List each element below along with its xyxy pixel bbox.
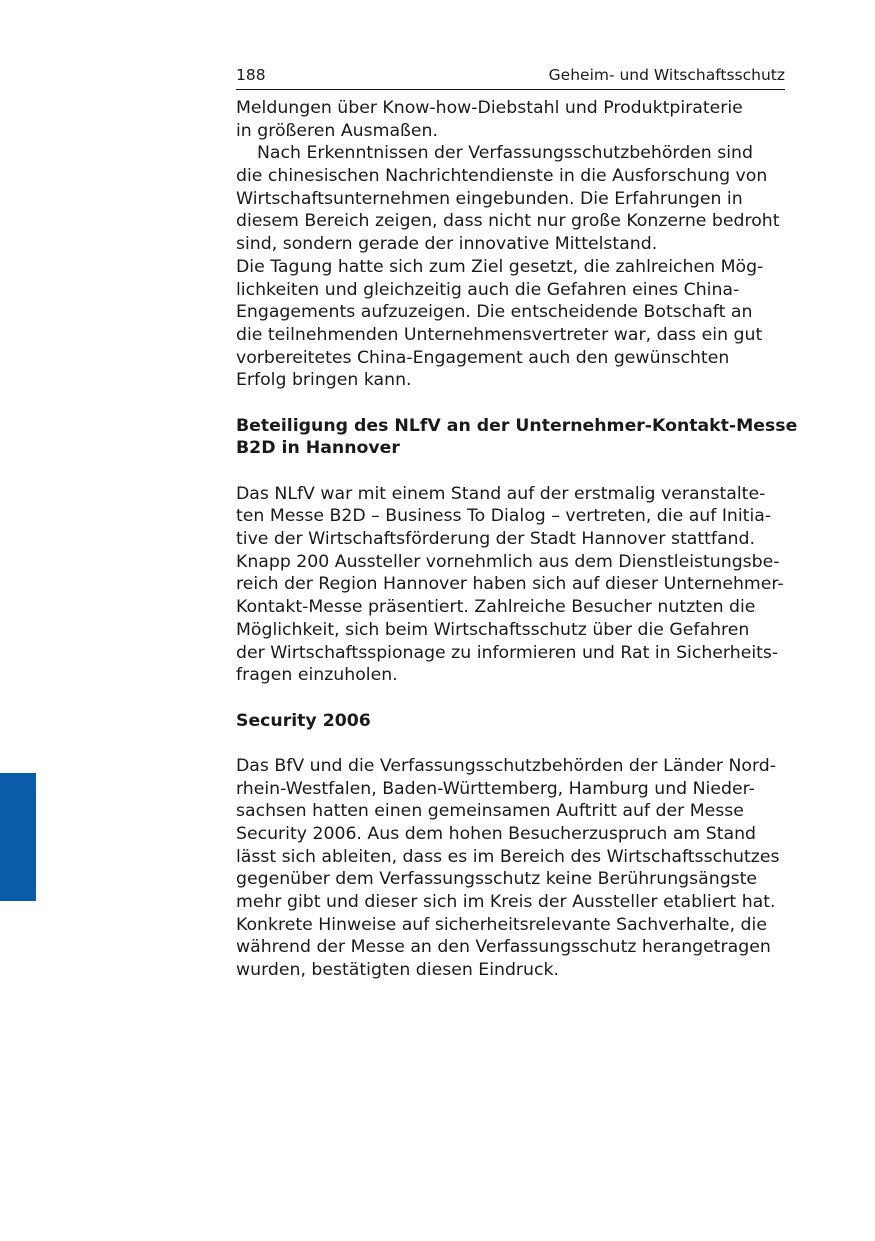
text-line: wurden, bestätigten diesen Eindruck. — [236, 960, 559, 981]
section-heading-b2d — [236, 415, 798, 460]
text-line: rhein-Westfalen, Baden-Württemberg, Hamburg und Nieder- — [236, 778, 755, 799]
text-line: Erfolg bringen kann. — [236, 370, 412, 391]
text-line: Das BfV und die Verfassungsschutzbehörden der Länder Nord- — [236, 755, 776, 776]
paragraph-3 — [236, 256, 785, 392]
text-line: Die Tagung hatte sich zum Ziel gesetzt, die zahlreichen Mög- — [236, 256, 764, 277]
text-line: ten Messe B2D – Business To Dialog – vertreten, die auf Initia- — [236, 506, 772, 527]
running-title: Geheim- und Witschaftsschutz — [548, 66, 785, 84]
text-line: die chinesischen Nachrichtendienste in die Ausforschung von — [236, 166, 768, 187]
heading-line: Beteiligung des NLfV an der Unternehmer-Kontakt-Messe — [236, 415, 798, 436]
text-line: Kontakt-Messe präsentiert. Zahlreiche Besucher nutzten die — [236, 597, 756, 618]
text-line: in größeren Ausmaßen. — [236, 120, 438, 141]
text-line: Möglichkeit, sich beim Wirtschaftsschutz über die Gefahren — [236, 619, 750, 640]
paragraph-1 — [236, 97, 785, 142]
text-line: reich der Region Hannover haben sich auf dieser Unternehmer- — [236, 574, 784, 595]
text-line: Konkrete Hinweise auf sicherheitsrelevante Sachverhalte, die — [236, 914, 767, 935]
text-line: sind, sondern gerade der innovative Mittelstand. — [236, 234, 658, 255]
text-line: gegenüber dem Verfassungsschutz keine Berührungsängste — [236, 869, 758, 890]
running-header — [236, 65, 785, 90]
chapter-thumb-tab — [0, 773, 36, 901]
text-line: die teilnehmenden Unternehmensvertreter war, dass ein gut — [236, 324, 763, 345]
paragraph-4 — [236, 483, 785, 687]
text-line: Security 2006. Aus dem hohen Besucherzuspruch am Stand — [236, 824, 756, 844]
section-heading-security — [236, 710, 785, 733]
paragraph-5 — [236, 755, 785, 982]
text-line: mehr gibt und dieser sich im Kreis der Aussteller etabliert hat. — [236, 892, 776, 913]
text-line: vorbereitetes China-Engagement auch den gewünschten — [236, 347, 730, 368]
text-line: diesem Bereich zeigen, dass nicht nur große Konzerne bedroht — [236, 211, 780, 232]
text-line: Meldungen über Know-how-Diebstahl und Produktpiraterie — [236, 98, 743, 118]
text-line: tive der Wirtschaftsförderung der Stadt Hannover stattfand. — [236, 529, 755, 550]
text-line: Knapp 200 Aussteller vornehmlich aus dem Dienstleistungsbe- — [236, 551, 780, 572]
text-line: Engagements aufzuzeigen. Die entscheidende Botschaft an — [236, 302, 753, 323]
text-line: fragen einzuholen. — [236, 665, 398, 686]
text-line: lässt sich ableiten, dass es im Bereich des Wirtschaftsschutzes — [236, 846, 780, 867]
text-line: lichkeiten und gleichzeitig auch die Gefahren eines China- — [236, 279, 740, 300]
text-line: während der Messe an den Verfassungsschutz herangetragen — [236, 937, 771, 958]
paragraph-2 — [236, 142, 785, 255]
page-number: 188 — [236, 66, 266, 84]
text-line: sachsen hatten einen gemeinsamen Auftritt auf der Messe — [236, 801, 744, 822]
text-line: Das NLfV war mit einem Stand auf der erstmalig veranstalte- — [236, 483, 766, 504]
text-line: der Wirtschaftsspionage zu informieren und Rat in Sicherheits- — [236, 642, 779, 663]
heading-line: Security 2006 — [236, 710, 371, 731]
page-body — [236, 97, 798, 982]
heading-line: B2D in Hannover — [236, 438, 400, 459]
text-line: Nach Erkenntnissen der Verfassungsschutzbehörden sind — [257, 143, 753, 164]
text-line: Wirtschaftsunternehmen eingebunden. Die Erfahrungen in — [236, 188, 743, 209]
